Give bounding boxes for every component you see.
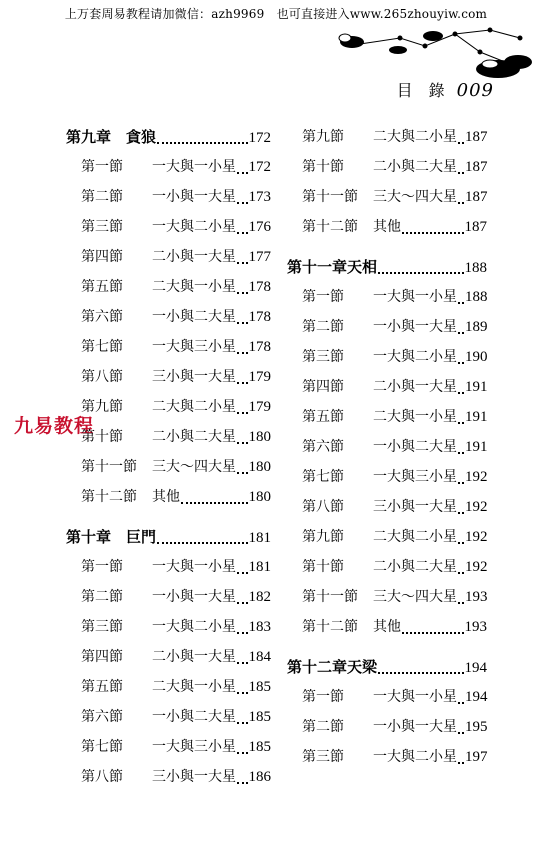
entry-title: 三小與一大星 — [152, 769, 236, 785]
entry-title: 二大與二小星 — [373, 529, 457, 545]
entry-label: 第八節 — [81, 769, 123, 785]
entry-page: 180 — [248, 459, 271, 475]
dot-leader — [237, 713, 248, 724]
entry-page: 179 — [248, 369, 271, 385]
entry-label: 第三節 — [302, 349, 344, 365]
entry-label: 第七節 — [81, 739, 123, 755]
entry-label: 第十二節 — [81, 489, 137, 505]
watermark: 九易教程 — [14, 415, 95, 437]
toc-section-entry[interactable] — [287, 122, 487, 152]
dot-leader — [458, 163, 464, 174]
toc-section-entry[interactable] — [66, 762, 271, 792]
dot-leader — [237, 163, 248, 174]
dot-leader — [458, 503, 464, 514]
entry-label: 第十節 — [302, 559, 344, 575]
entry-page: 191 — [465, 439, 488, 455]
entry-label: 第十一章 — [287, 258, 348, 276]
entry-label: 第十一節 — [81, 459, 137, 475]
toc-section-entry[interactable] — [66, 422, 271, 452]
toc-section-entry[interactable] — [66, 582, 271, 612]
entry-page: 181 — [248, 559, 271, 575]
entry-title: 二大與二小星 — [152, 399, 236, 415]
entry-label: 第一節 — [81, 559, 123, 575]
entry-label: 第二節 — [81, 589, 123, 605]
entry-page: 184 — [248, 649, 271, 665]
entry-title: 一小與二大星 — [152, 709, 236, 725]
toc-section-entry[interactable] — [66, 672, 271, 702]
entry-title: 一小與二大星 — [152, 309, 236, 325]
entry-page: 185 — [248, 739, 271, 755]
dot-leader — [237, 653, 248, 664]
entry-label: 第六節 — [81, 709, 123, 725]
entry-label: 第八節 — [81, 369, 123, 385]
entry-label: 第一節 — [302, 689, 344, 705]
entry-label: 第七節 — [81, 339, 123, 355]
entry-label: 第四節 — [302, 379, 344, 395]
entry-title: 一小與一大星 — [373, 719, 457, 735]
entry-title: 一大與三小星 — [152, 739, 236, 755]
toc-section-entry[interactable] — [287, 462, 487, 492]
entry-page: 193 — [465, 589, 488, 605]
entry-title: 二大與一小星 — [373, 409, 457, 425]
dot-leader — [237, 253, 248, 264]
dot-leader — [237, 373, 248, 384]
entry-title: 一大與一小星 — [152, 559, 236, 575]
entry-page: 178 — [248, 279, 271, 295]
entry-page: 179 — [248, 399, 271, 415]
entry-title: 一大與二小星 — [152, 219, 236, 235]
toc-section-entry[interactable] — [66, 182, 271, 212]
entry-page: 187 — [465, 159, 488, 175]
entry-page: 186 — [248, 769, 271, 785]
entry-title: 一大與一小星 — [152, 159, 236, 175]
entry-label: 第十節 — [81, 429, 123, 445]
toc-section-entry[interactable] — [287, 282, 487, 312]
dot-leader — [237, 563, 248, 574]
dot-leader — [237, 403, 248, 414]
entry-title: 貪狼 — [126, 128, 157, 146]
entry-page: 188 — [464, 260, 487, 276]
toc-section-entry[interactable] — [287, 552, 487, 582]
entry-title: 天梁 — [347, 658, 378, 676]
entry-page: 178 — [248, 309, 271, 325]
entry-page: 192 — [465, 559, 488, 575]
entry-page: 172 — [248, 159, 271, 175]
toc-section-entry[interactable] — [66, 452, 271, 482]
dot-leader — [237, 773, 248, 784]
entry-title: 三小與一大星 — [152, 369, 236, 385]
entry-label: 第九節 — [81, 399, 123, 415]
entry-page: 193 — [464, 619, 487, 635]
toc-section-entry[interactable] — [287, 402, 487, 432]
entry-label: 第六節 — [81, 309, 123, 325]
entry-page: 183 — [248, 619, 271, 635]
toc-chapter-entry[interactable] — [66, 122, 271, 152]
toc-section-entry[interactable] — [287, 612, 487, 642]
entry-title: 二小與二大星 — [373, 159, 457, 175]
toc-section-entry[interactable] — [66, 272, 271, 302]
dot-leader — [402, 623, 464, 634]
entry-label: 第十章 — [66, 528, 112, 546]
entry-label: 第五節 — [81, 279, 123, 295]
entry-page: 194 — [464, 660, 487, 676]
toc-chapter-entry[interactable] — [66, 522, 271, 552]
dot-leader — [458, 413, 464, 424]
dot-leader — [458, 443, 464, 454]
toc-section-entry[interactable] — [287, 582, 487, 612]
toc-section-entry[interactable] — [66, 212, 271, 242]
toc-section-entry[interactable] — [66, 732, 271, 762]
entry-title: 一大與三小星 — [152, 339, 236, 355]
toc-section-entry[interactable] — [287, 712, 487, 742]
entry-page: 180 — [248, 489, 271, 505]
chapter-spacer — [66, 512, 271, 522]
toc-section-entry[interactable] — [287, 522, 487, 552]
entry-label: 第九節 — [302, 529, 344, 545]
entry-label: 第十二節 — [302, 619, 358, 635]
entry-label: 第五節 — [81, 679, 123, 695]
toc-left-column — [66, 122, 271, 792]
entry-label: 第五節 — [302, 409, 344, 425]
toc-section-entry[interactable] — [287, 432, 487, 462]
toc-right-column — [287, 122, 487, 772]
dot-leader — [458, 473, 464, 484]
entry-page: 195 — [465, 719, 488, 735]
entry-page: 177 — [248, 249, 271, 265]
entry-label: 第十二節 — [302, 219, 358, 235]
entry-title: 一大與二小星 — [373, 349, 457, 365]
dot-leader — [237, 313, 248, 324]
entry-page: 194 — [465, 689, 488, 705]
entry-page: 191 — [465, 409, 488, 425]
entry-label: 第十一節 — [302, 589, 358, 605]
toc-section-entry[interactable] — [66, 362, 271, 392]
entry-page: 190 — [465, 349, 488, 365]
entry-label: 第九章 — [66, 128, 112, 146]
entry-title: 三大～四大星 — [373, 189, 457, 205]
toc-section-entry[interactable] — [287, 152, 487, 182]
entry-label: 第三節 — [302, 749, 344, 765]
entry-label: 第八節 — [302, 499, 344, 515]
dot-leader — [458, 723, 464, 734]
cloud-constellation-ornament — [330, 24, 540, 84]
entry-title: 一大與二小星 — [373, 749, 457, 765]
dot-leader — [458, 533, 464, 544]
toc-section-entry[interactable] — [66, 642, 271, 672]
toc-section-entry[interactable] — [287, 372, 487, 402]
entry-title: 其他 — [373, 219, 401, 235]
entry-title: 三小與一大星 — [373, 499, 457, 515]
entry-page: 182 — [248, 589, 271, 605]
entry-page: 189 — [465, 319, 488, 335]
header-notice: 上万套周易教程请加微信：azh9969 也可直接进入www.265zhouyiw.com — [64, 7, 488, 21]
entry-title: 二小與一大星 — [152, 649, 236, 665]
entry-title: 二小與二大星 — [152, 429, 236, 445]
dot-leader — [402, 223, 464, 234]
entry-page: 187 — [464, 219, 487, 235]
toc-section-entry[interactable] — [66, 242, 271, 272]
chapter-spacer — [287, 242, 487, 252]
entry-label: 第十節 — [302, 159, 344, 175]
page-number: 009 — [456, 80, 494, 101]
entry-label: 第九節 — [302, 129, 344, 145]
entry-page: 178 — [248, 339, 271, 355]
entry-label: 第三節 — [81, 619, 123, 635]
dot-leader — [157, 133, 247, 144]
toc-chapter-entry[interactable] — [287, 652, 487, 682]
toc-section-entry[interactable] — [66, 612, 271, 642]
dot-leader — [237, 623, 248, 634]
dot-leader — [237, 223, 248, 234]
entry-label: 第三節 — [81, 219, 123, 235]
entry-page: 176 — [248, 219, 271, 235]
entry-title: 二大與一小星 — [152, 679, 236, 695]
dot-leader — [237, 683, 248, 694]
entry-label: 第二節 — [302, 719, 344, 735]
entry-page: 185 — [248, 709, 271, 725]
entry-page: 181 — [248, 530, 271, 546]
dot-leader — [181, 493, 248, 504]
entry-label: 第十二章 — [287, 658, 348, 676]
entry-title: 二大與二小星 — [373, 129, 457, 145]
dot-leader — [378, 263, 463, 274]
entry-page: 192 — [465, 499, 488, 515]
entry-label: 第十一節 — [302, 189, 358, 205]
toc-section-entry[interactable] — [287, 312, 487, 342]
entry-page: 172 — [248, 130, 271, 146]
entry-label: 第一節 — [302, 289, 344, 305]
entry-label: 第七節 — [302, 469, 344, 485]
dot-leader — [458, 563, 464, 574]
dot-leader — [237, 343, 248, 354]
entry-label: 第六節 — [302, 439, 344, 455]
dot-leader — [237, 283, 248, 294]
toc-section-entry[interactable] — [287, 682, 487, 712]
entry-label: 第二節 — [302, 319, 344, 335]
entry-title: 一小與一大星 — [152, 589, 236, 605]
toc-section-entry[interactable] — [287, 742, 487, 772]
entry-title: 一大與一小星 — [373, 689, 457, 705]
entry-title: 二小與一大星 — [152, 249, 236, 265]
toc-section-entry[interactable] — [66, 332, 271, 362]
toc-section-entry[interactable] — [287, 182, 487, 212]
entry-page: 185 — [248, 679, 271, 695]
entry-title: 三大～四大星 — [152, 459, 236, 475]
toc-section-entry[interactable] — [66, 552, 271, 582]
dot-leader — [458, 323, 464, 334]
dot-leader — [237, 193, 248, 204]
dot-leader — [458, 353, 464, 364]
entry-title: 一小與一大星 — [373, 319, 457, 335]
entry-page: 187 — [465, 189, 488, 205]
toc-section-entry[interactable] — [287, 212, 487, 242]
entry-title: 二小與一大星 — [373, 379, 457, 395]
entry-page: 192 — [465, 529, 488, 545]
entry-page: 188 — [465, 289, 488, 305]
entry-title: 一大與三小星 — [373, 469, 457, 485]
dot-leader — [237, 433, 248, 444]
entry-label: 第一節 — [81, 159, 123, 175]
dot-leader — [458, 753, 464, 764]
toc-section-entry[interactable] — [287, 342, 487, 372]
entry-title: 二大與一小星 — [152, 279, 236, 295]
entry-page: 187 — [465, 129, 488, 145]
dot-leader — [458, 593, 464, 604]
toc-section-entry[interactable] — [66, 482, 271, 512]
dot-leader — [458, 383, 464, 394]
section-label: 目 錄 — [396, 81, 445, 100]
entry-page: 180 — [248, 429, 271, 445]
entry-page: 173 — [248, 189, 271, 205]
entry-page: 192 — [465, 469, 488, 485]
entry-title: 一大與一小星 — [373, 289, 457, 305]
entry-title: 其他 — [152, 489, 180, 505]
toc-section-entry[interactable] — [66, 302, 271, 332]
entry-title: 一小與二大星 — [373, 439, 457, 455]
toc-section-entry[interactable] — [66, 152, 271, 182]
entry-page: 197 — [465, 749, 488, 765]
entry-label: 第四節 — [81, 649, 123, 665]
dot-leader — [378, 663, 463, 674]
chapter-spacer — [287, 642, 487, 652]
entry-label: 第四節 — [81, 249, 123, 265]
entry-page: 191 — [465, 379, 488, 395]
entry-title: 一小與一大星 — [152, 189, 236, 205]
dot-leader — [157, 533, 247, 544]
toc-chapter-entry[interactable] — [287, 252, 487, 282]
dot-leader — [458, 193, 464, 204]
dot-leader — [458, 693, 464, 704]
dot-leader — [458, 293, 464, 304]
dot-leader — [237, 593, 248, 604]
dot-leader — [458, 133, 464, 144]
entry-title: 二小與二大星 — [373, 559, 457, 575]
entry-title: 天相 — [347, 258, 378, 276]
entry-title: 三大～四大星 — [373, 589, 457, 605]
page-header — [397, 78, 494, 101]
toc-section-entry[interactable] — [66, 702, 271, 732]
entry-title: 其他 — [373, 619, 401, 635]
toc-section-entry[interactable] — [287, 492, 487, 522]
entry-title: 巨門 — [126, 528, 157, 546]
dot-leader — [237, 463, 248, 474]
toc-section-entry[interactable] — [66, 392, 271, 422]
entry-title: 一大與二小星 — [152, 619, 236, 635]
entry-label: 第二節 — [81, 189, 123, 205]
dot-leader — [237, 743, 248, 754]
